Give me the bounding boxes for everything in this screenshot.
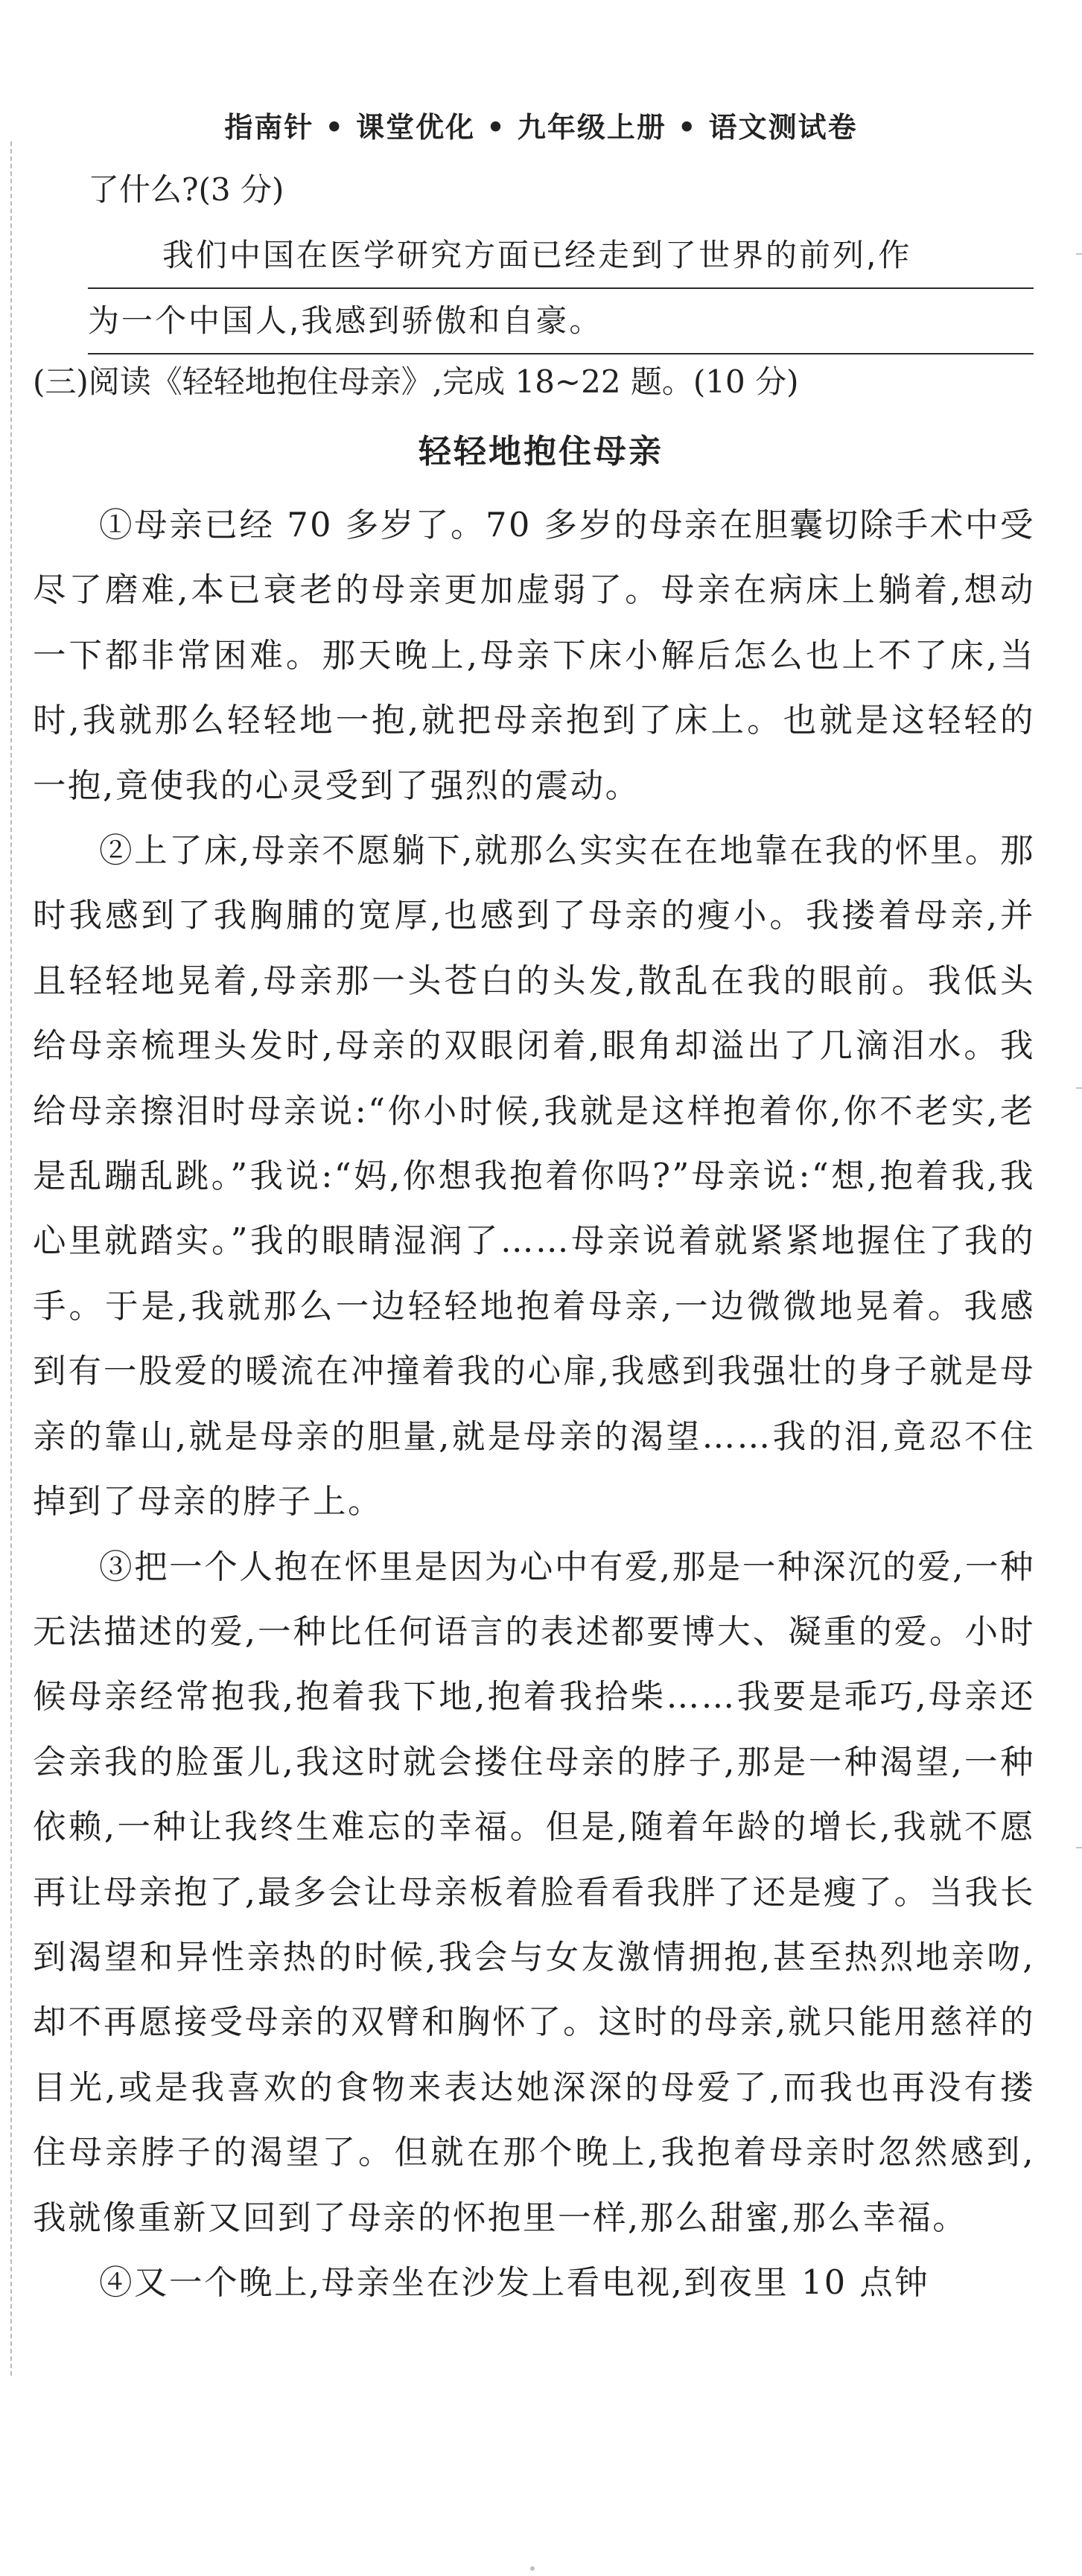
binding-dashed-line bbox=[10, 141, 12, 2376]
article-title: 轻轻地抱住母亲 bbox=[419, 433, 663, 471]
edge-tick-mark bbox=[1076, 1087, 1082, 1089]
answer-line-2: 为一个中国人,我感到骄傲和自豪。 bbox=[88, 289, 1034, 354]
paragraph-2: ②上了床,母亲不愿躺下,就那么实实在在地靠在我的怀里。那时我感到了我胸脯的宽厚,也感到了母亲的瘦小。我搂着母亲,并且轻轻地晃着,母亲那一头苍白的头发,散乱在我的眼前。我低头给母亲梳理头发时,母亲的双眼闭着,眼角却溢出了几滴泪水。我给母亲擦泪时母亲说:“你小时候,我就是这样抱着你,你不老实,老是乱蹦乱跳。”我说:“妈,你想我抱着你吗?”母亲说:“想,抱着我,我心里就踏实。”我的眼睛湿润了……母亲说着就紧紧地握住了我的手。于是,我就那么一边轻轻地抱着母亲,一边微微地晃着。我感到有一股爱的暖流在冲撞着我的心扉,我感到我强壮的身子就是母亲的靠山,就是母亲的胆量,就是母亲的渴望……我的泪,竟忍不住掉到了母亲的脖子上。 bbox=[33, 832, 1035, 1521]
section-heading: (三)阅读《轻轻地抱住母亲》,完成 18~22 题。(10 分) bbox=[33, 363, 799, 400]
handwritten-answer-block bbox=[88, 223, 1034, 354]
edge-tick-mark bbox=[1076, 1847, 1082, 1848]
article-body bbox=[33, 493, 1035, 2315]
previous-question-tail: 了什么?(3 分) bbox=[88, 171, 284, 208]
running-header: 指南针 • 课堂优化 • 九年级上册 • 语文测试卷 bbox=[224, 111, 858, 144]
paragraph-4: ④又一个晚上,母亲坐在沙发上看电视,到夜里 10 点钟 bbox=[99, 2263, 930, 2302]
scan-dot bbox=[530, 2566, 535, 2571]
paragraph-3: ③把一个人抱在怀里是因为心中有爱,那是一种深沉的爱,一种无法描述的爱,一种比任何语言的表述都要博大、凝重的爱。小时候母亲经常抱我,抱着我下地,抱着我拾柴……我要是乖巧,母亲还会亲我的脸蛋儿,我这时就会搂住母亲的脖子,那是一种渴望,一种依赖,一种让我终生难忘的幸福。但是,随着年龄的增长,我就不愿再让母亲抱了,最多会让母亲板着脸看看我胖了还是瘦了。当我长到渴望和异性亲热的时候,我会与女友激情拥抱,甚至热烈地亲吻,却不再愿接受母亲的双臂和胸怀了。这时的母亲,就只能用慈祥的目光,或是我喜欢的食物来表达她深深的母爱了,而我也再没有搂住母亲脖子的渴望了。但就在那个晚上,我抱着母亲时忽然感到,我就像重新又回到了母亲的怀抱里一样,那么甜蜜,那么幸福。 bbox=[33, 1548, 1035, 2237]
paragraph-1: ①母亲已经 70 多岁了。70 多岁的母亲在胆囊切除手术中受尽了磨难,本已衰老的母亲更加虚弱了。母亲在病床上躺着,想动一下都非常困难。那天晚上,母亲下床小解后怎么也上不了床,当时,我就那么轻轻地一抱,就把母亲抱到了床上。也就是这轻轻的一抱,竟使我的心灵受到了强烈的震动。 bbox=[33, 506, 1035, 805]
answer-line-1: 我们中国在医学研究方面已经走到了世界的前列,作 bbox=[88, 223, 1034, 289]
edge-tick-mark bbox=[1076, 253, 1082, 255]
